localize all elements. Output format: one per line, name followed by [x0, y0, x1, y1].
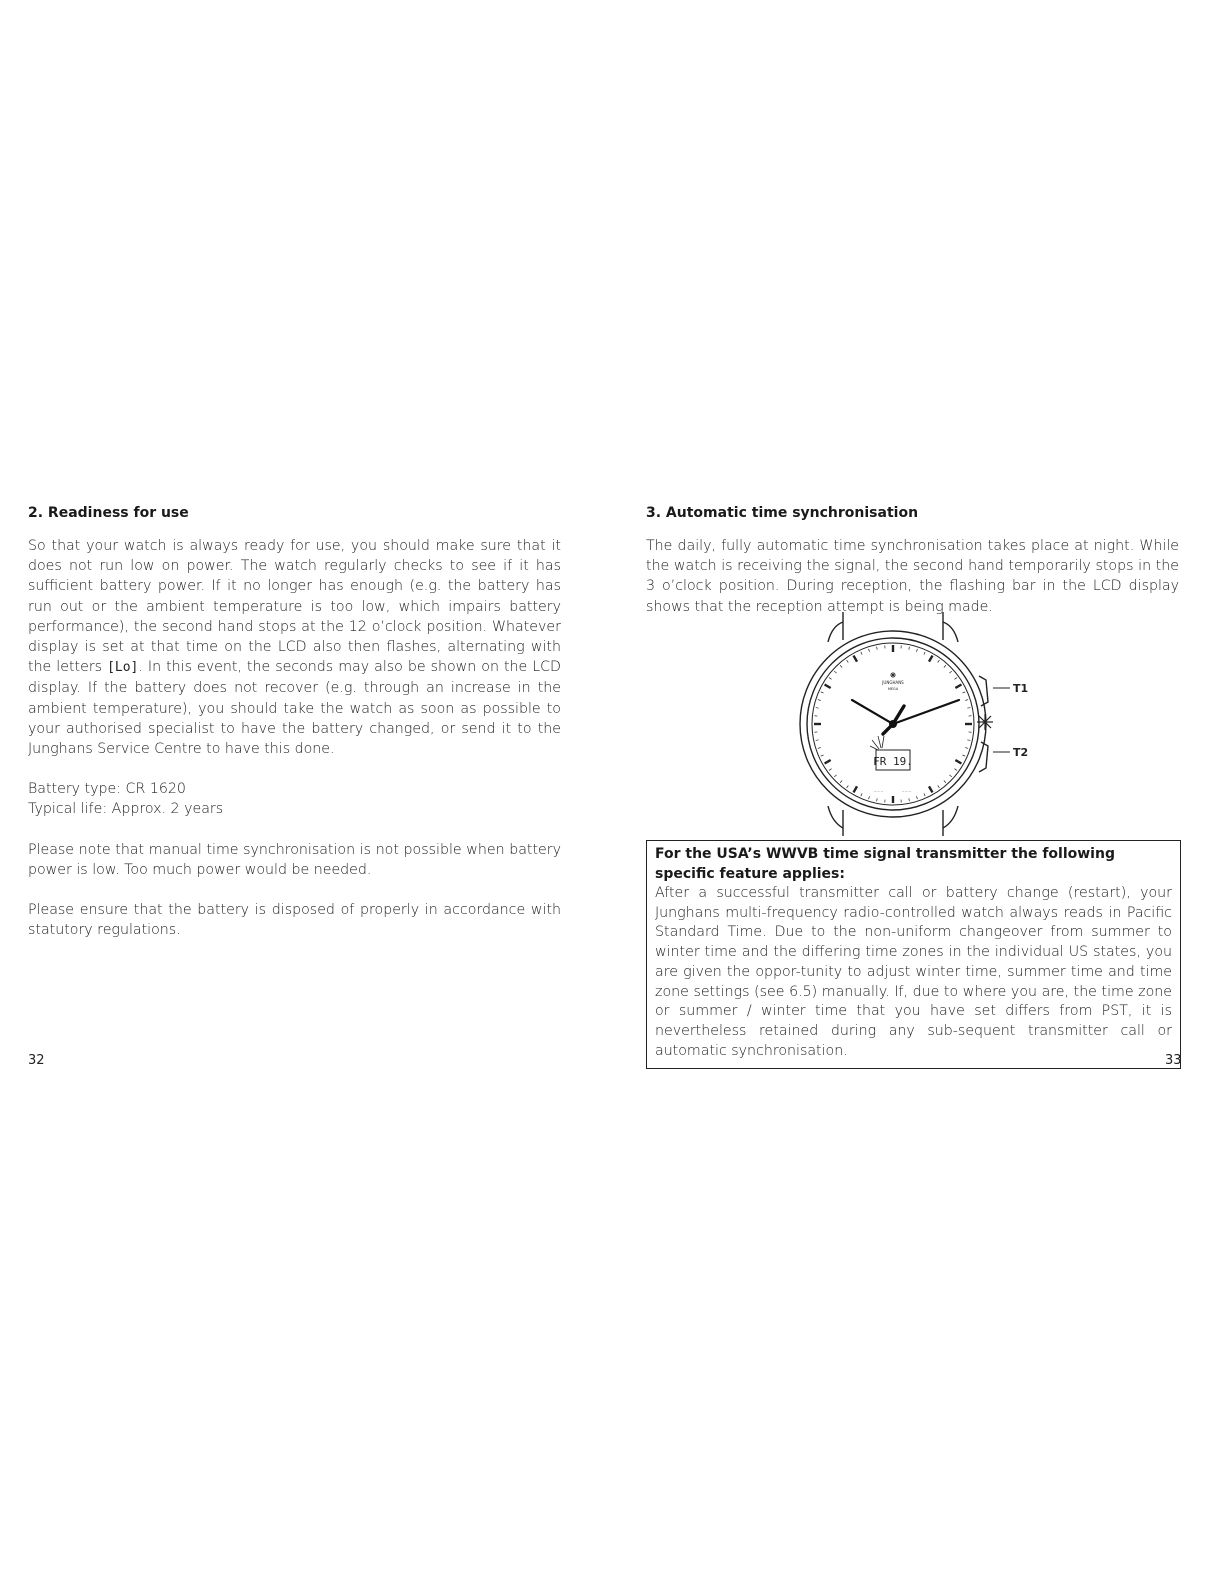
hour-marker — [825, 685, 831, 689]
minute-marker — [924, 793, 925, 796]
minute-marker — [962, 692, 965, 693]
minute-marker — [954, 769, 956, 771]
minute-marker — [944, 780, 946, 782]
right-column — [646, 503, 1179, 617]
minute-marker — [924, 652, 925, 655]
minute-marker — [816, 708, 819, 709]
minute-marker — [847, 660, 849, 662]
minute-marker — [877, 647, 878, 650]
hour-marker — [854, 786, 858, 792]
watch-lcd-text: FR 19. — [873, 755, 913, 768]
minute-marker — [962, 755, 965, 756]
minute-marker — [916, 649, 917, 652]
page-number-left: 32 — [28, 1053, 45, 1068]
wwvb-note-box — [646, 840, 1181, 1069]
watch-illustration — [796, 612, 1036, 838]
minute-marker — [965, 747, 968, 748]
minute-marker — [909, 798, 910, 801]
minute-marker — [967, 740, 970, 741]
hour-marker — [854, 656, 858, 662]
readiness-paragraph: So that your watch is always ready for use, you should make sure that it does not run low on power. The watch regularly checks to see if it has sufficient battery power. If it no longer has enough (e.g. the battery has run out or the ambient temperature is too low, which impairs battery performance), the second hand stops at the 12 o’clock position. Whatever display is set at that time on the LCD also then flashes, alternating with the letters [Lo]. In this event, the seconds may also be shown on the LCD display. If the battery does not recover (e.g. through an increase in the ambient temperature), you should take the watch as soon as possible to your authorised specialist to have the battery changed, or send it to the Junghans Service Centre to have this done. — [28, 538, 561, 758]
hour-marker — [955, 685, 961, 689]
minute-marker — [840, 780, 842, 782]
watch-brand: JUNGHANS — [882, 680, 904, 685]
button-t1-label: T1 — [1013, 682, 1029, 695]
minute-marker — [818, 700, 821, 701]
section-heading-readiness: 2. Readiness for use — [28, 505, 189, 521]
minute-marker — [965, 700, 968, 701]
minute-marker — [818, 747, 821, 748]
note-body: After a successful transmitter call or battery change (restart), your Junghans multi-frequency radio-controlled watch always reads in Pacific Standard Time. Due to the non-uniform changeover from summer to winter time and the differing time zones in the individual US states, you are given the oppor-tunity to adjust winter time, summer time and time zone settings (see 6.5) manually. If, due to where you are, the time zone or summer / winter time that you have set differs from PST, it is nevertheless retained during any sub-sequent transmitter call or automatic synchronisation. — [655, 885, 1172, 1059]
minute-marker — [909, 647, 910, 650]
minute-marker — [944, 665, 946, 667]
section-heading-sync: 3. Automatic time synchronisation — [646, 505, 919, 521]
hour-marker — [825, 760, 831, 764]
minute-marker — [967, 708, 970, 709]
typical-life: Typical life: Approx. 2 years — [28, 801, 224, 818]
hour-marker — [955, 760, 961, 764]
page-number-right: 33 — [1165, 1053, 1182, 1068]
minute-marker — [861, 652, 862, 655]
note-title: For the USA’s WWVB time signal transmitter the following specific feature applies: — [655, 846, 1115, 882]
svg-text:— — —: — — — — [902, 790, 912, 793]
minute-marker — [821, 755, 824, 756]
disposal-note: Please ensure that the battery is disposed of properly in accordance with statutory regulations. — [28, 902, 561, 939]
minute-marker — [949, 671, 951, 673]
svg-text:— — —: — — — — [874, 790, 884, 793]
minute-marker — [869, 649, 870, 652]
minute-marker — [829, 769, 831, 771]
watch-model: MEGA — [887, 687, 899, 691]
minute-marker — [938, 660, 940, 662]
reception-flash-icon — [870, 736, 884, 750]
minute-marker — [816, 740, 819, 741]
battery-type: Battery type: CR 1620 — [28, 781, 186, 798]
lcd-code-lo: [Lo] — [107, 660, 139, 676]
minute-marker — [834, 775, 836, 777]
minute-marker — [861, 793, 862, 796]
minute-marker — [834, 671, 836, 673]
minute-marker — [869, 796, 870, 799]
button-t2-label: T2 — [1013, 746, 1029, 759]
minute-marker — [840, 665, 842, 667]
minute-marker — [829, 678, 831, 680]
left-column — [28, 503, 561, 940]
hour-marker — [929, 656, 933, 662]
junghans-star-icon — [890, 672, 896, 678]
sync-paragraph: The daily, fully automatic time synchronisation takes place at night. While the watch is receiving the signal, the second hand temporarily stops in the 3 o’clock position. During reception, the flashing bar in the LCD display shows that the reception attempt is being made. — [646, 538, 1179, 615]
minute-marker — [916, 796, 917, 799]
minute-marker — [847, 785, 849, 787]
minute-marker — [938, 785, 940, 787]
minute-marker — [954, 678, 956, 680]
minute-marker — [877, 798, 878, 801]
minute-marker — [821, 692, 824, 693]
manual-sync-note: Please note that manual time synchronisation is not possible when battery power is low. Too much power would be needed. — [28, 841, 561, 878]
hour-marker — [929, 786, 933, 792]
minute-marker — [949, 775, 951, 777]
